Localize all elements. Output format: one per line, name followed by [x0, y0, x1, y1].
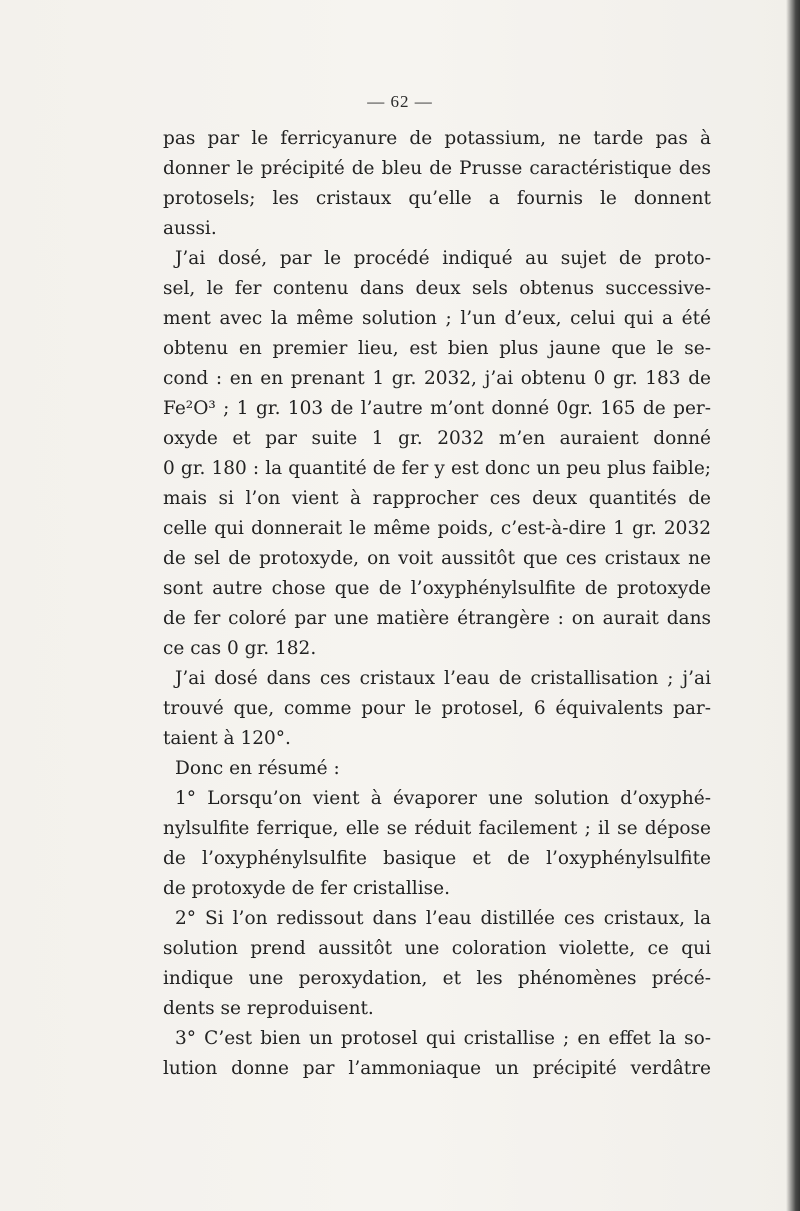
text-line: oxyde et par suite 1 gr. 2032 m’en auraient donné [163, 428, 711, 449]
text-line: de fer coloré par une matière étrangère : on aurait dans [163, 608, 711, 629]
text-line: 1° Lorsqu’on vient à évaporer une solution d’oxyphé- [175, 788, 711, 809]
text-line: dents se reproduisent. [163, 998, 374, 1019]
text-line: donner le précipité de bleu de Prusse caractéristique des [163, 158, 711, 179]
text-line: taient à 120°. [163, 728, 291, 749]
text-line: lution donne par l’ammoniaque un précipité verdâtre [163, 1058, 711, 1079]
text-line: ce cas 0 gr. 182. [163, 638, 317, 659]
text-line: J’ai dosé, par le procédé indiqué au sujet de proto- [175, 248, 711, 269]
text-line: mais si l’on vient à rapprocher ces deux quantités de [163, 488, 711, 509]
text-line: 2° Si l’on redissout dans l’eau distillée ces cristaux, la [175, 908, 711, 929]
text-line: de sel de protoxyde, on voit aussitôt que ces cristaux ne [163, 548, 711, 569]
page-number: — 62 — [367, 92, 433, 111]
text-line: obtenu en premier lieu, est bien plus jaune que le se- [163, 338, 711, 359]
text-line: protosels; les cristaux qu’elle a fournis le donnent [163, 188, 711, 209]
text-line: sont autre chose que de l’oxyphénylsulfite de protoxyde [163, 578, 711, 599]
text-line: sel, le fer contenu dans deux sels obtenus successive- [163, 278, 711, 299]
text-line: Donc en résumé : [175, 758, 340, 779]
text-line: de l’oxyphénylsulfite basique et de l’oxyphénylsulfite [163, 848, 711, 869]
text-line: indique une peroxydation, et les phénomènes précé- [163, 968, 711, 989]
body-text [163, 124, 711, 1084]
text-line: 3° C’est bien un protosel qui cristallise ; en effet la so- [175, 1028, 711, 1049]
text-line: 0 gr. 180 : la quantité de fer y est donc un peu plus faible; [163, 458, 711, 479]
text-line: trouvé que, comme pour le protosel, 6 équivalents par- [163, 698, 711, 719]
text-line: aussi. [163, 218, 217, 239]
text-line: de protoxyde de fer cristallise. [163, 878, 450, 899]
text-line: solution prend aussitôt une coloration violette, ce qui [163, 938, 711, 959]
text-line: celle qui donnerait le même poids, c’est-à-dire 1 gr. 2032 [163, 518, 711, 539]
page-edge-shadow [786, 0, 800, 1211]
text-line: J’ai dosé dans ces cristaux l’eau de cristallisation ; j’ai [175, 668, 711, 689]
text-line: Fe²O³ ; 1 gr. 103 de l’autre m’ont donné 0gr. 165 de per- [163, 398, 711, 419]
text-line: pas par le ferricyanure de potassium, ne tarde pas à [163, 128, 711, 149]
text-line: cond : en en prenant 1 gr. 2032, j’ai obtenu 0 gr. 183 de [163, 368, 711, 389]
text-line: ment avec la même solution ; l’un d’eux, celui qui a été [163, 308, 711, 329]
text-line: nylsulfite ferrique, elle se réduit facilement ; il se dépose [163, 818, 711, 839]
